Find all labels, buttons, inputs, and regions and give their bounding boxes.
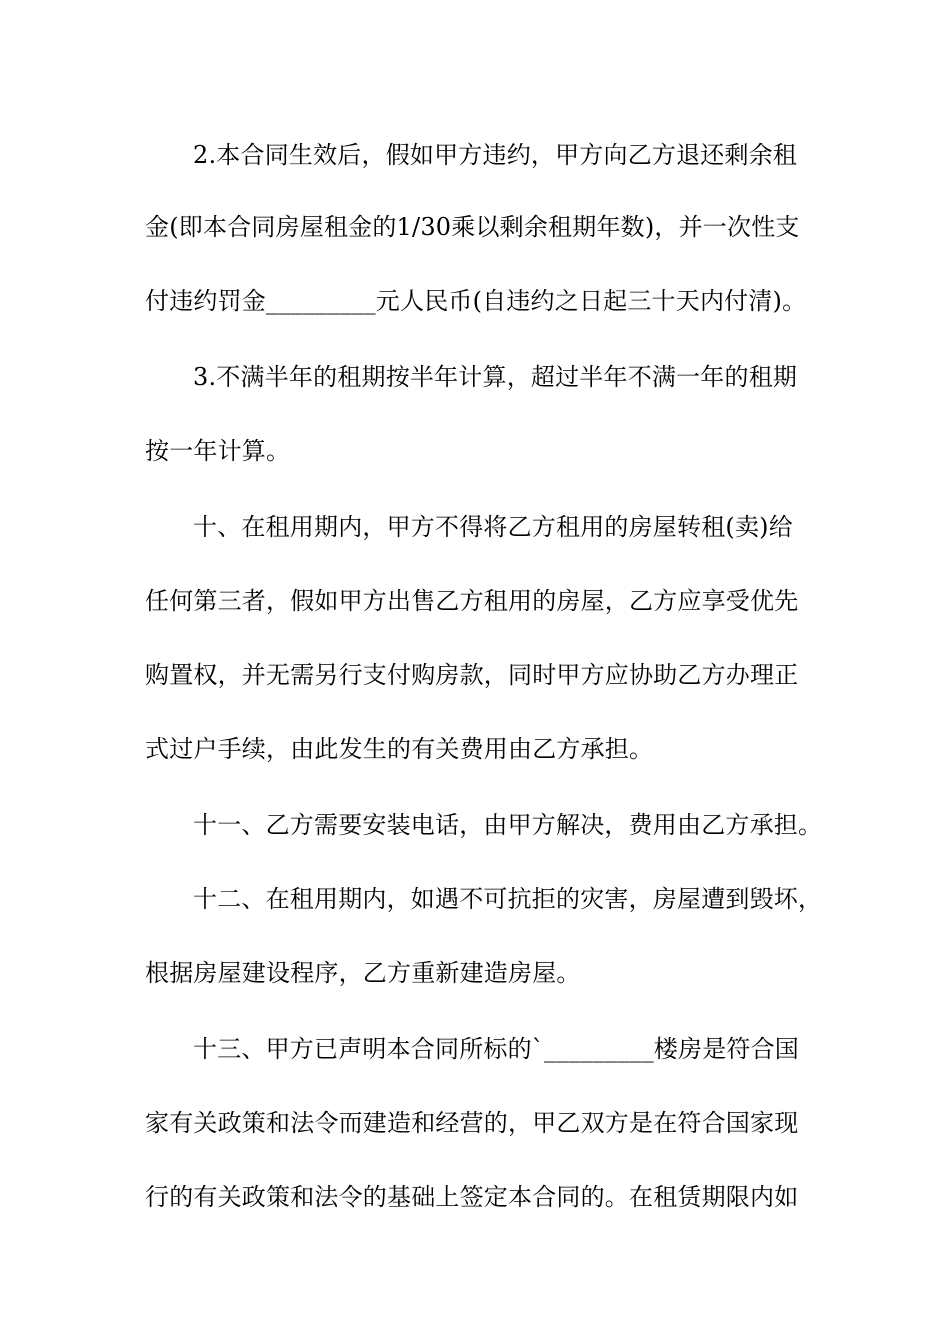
text-line-4: 3.不满半年的租期按半年计算，超过半年不满一年的租期 (193, 363, 798, 391)
text-line-7: 任何第三者，假如甲方出售乙方租用的房屋，乙方应享受优先 (145, 587, 799, 615)
text-line-6: 十、在租用期内，甲方不得将乙方租用的房屋转租(卖)给 (193, 513, 793, 541)
text-line-2: 金(即本合同房屋租金的1/30乘以剩余租期年数)，并一次性支 (145, 213, 800, 241)
text-line-12: 根据房屋建设程序，乙方重新建造房屋。 (145, 959, 581, 987)
text-line-10: 十一、乙方需要安装电话，由甲方解决，费用由乙方承担。 (193, 811, 823, 839)
text-line-1: 2.本合同生效后，假如甲方违约，甲方向乙方退还剩余租 (193, 141, 798, 169)
text-line-8: 购置权，并无需另行支付购房款，同时甲方应协助乙方办理正 (145, 661, 799, 689)
text-line-3: 付违约罚金_________元人民币(自违约之日起三十天内付清)。 (145, 287, 807, 315)
text-line-11: 十二、在租用期内，如遇不可抗拒的灾害，房屋遭到毁坏， (193, 885, 823, 913)
text-line-14: 家有关政策和法令而建造和经营的，甲乙双方是在符合国家现 (145, 1109, 799, 1137)
text-line-15: 行的有关政策和法令的基础上签定本合同的。在租赁期限内如 (145, 1183, 799, 1211)
text-line-13: 十三、甲方已声明本合同所标的`_________楼房是符合国 (193, 1035, 799, 1063)
text-line-9: 式过户手续，由此发生的有关费用由乙方承担。 (145, 735, 654, 763)
text-line-5: 按一年计算。 (145, 437, 291, 465)
